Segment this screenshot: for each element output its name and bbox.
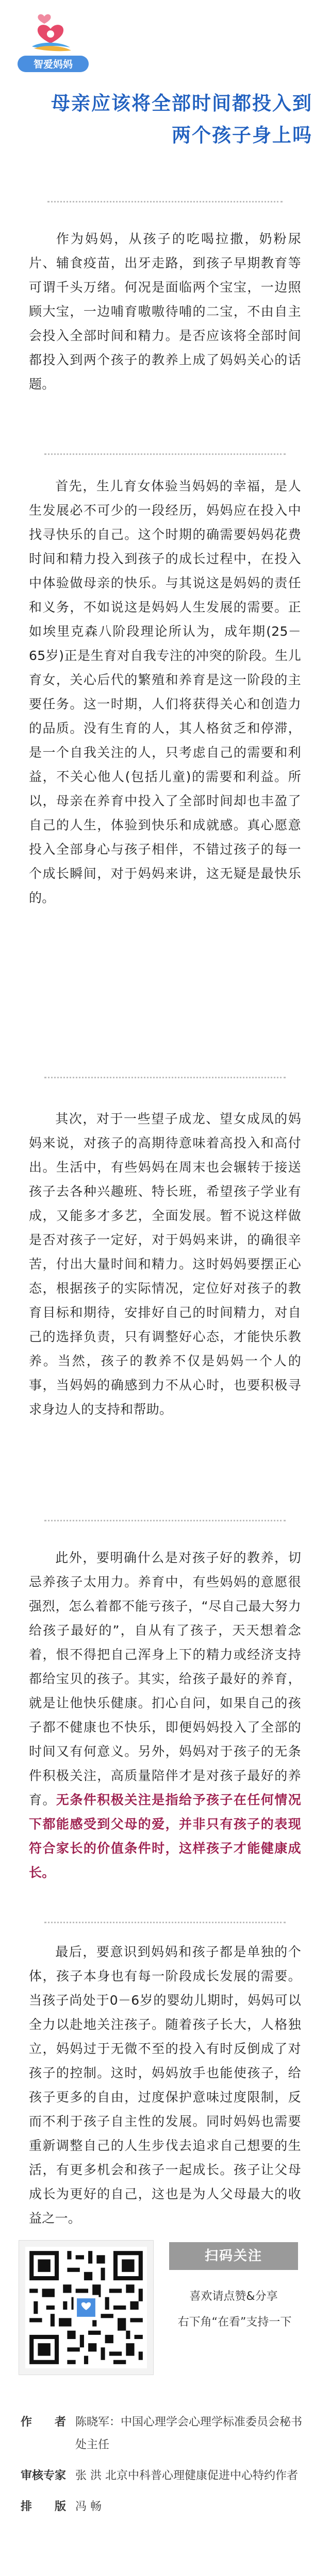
- emphasis-text: 无条件积极关注是指给予孩子在任何情况下都能感受到父母的爱，并非只有孩子的表现符合家长的价值条件时，这样孩子才能健康成长。: [29, 1792, 301, 1880]
- paragraph-text: 其次，对于一些望子成龙、望女成凤的妈妈来说，对孩子的高期待意味着高投入和高付出。生活中，有些妈妈在周末也会辗转于接送孩子去各种兴趣班、特长班，希望孩子学业有成，又能多才多艺，全面发展。暂不说这样做是否对孩子一定好，对于妈妈来讲，的确很辛苦，付出大量时间和精力。这时妈妈要摆正心态，根据孩子的实际情况，定位好对孩子的教育目标和期待，安排好自己的时间精力，对自己的选择负责，只有调整好心态，才能快乐教养。当然，孩子的教养不仅是妈妈一个人的事，当妈妈的确感到力不从心时，也要积极寻求身边人的支持和帮助。: [29, 1111, 301, 1417]
- credit-author: [21, 2411, 309, 2456]
- header: [0, 0, 330, 165]
- paragraph-4: [29, 1546, 301, 1885]
- divider-dots: [47, 201, 283, 204]
- paragraph-5: [29, 1940, 301, 2230]
- follow-tag: 扫码关注: [169, 2242, 298, 2270]
- credit-label: 排 版: [21, 2500, 66, 2513]
- credit-value: 陈晓军：中国心理学会心理学标准委员会秘书处主任: [75, 2416, 303, 2451]
- follow-like-share: 喜欢请点赞&分享: [189, 2290, 278, 2303]
- credit-layout: [21, 2496, 309, 2518]
- credit-label: 作 者: [21, 2416, 66, 2429]
- qr-code[interactable]: [19, 2240, 154, 2375]
- paragraph-text: 首先，生儿育女体验当妈妈的幸福，是人生发展必不可少的一段经历，妈妈应在投入中找寻快乐的自己。这个时期的确需要妈妈花费时间和精力投入到孩子的成长过程中，在投入中体验做母亲的快乐。与其说这是妈妈的责任和义务，不如说这是妈妈人生发展的需要。正如埃里克森八阶段理论所认为，成年期(25－65岁)正是生育对自我专注的冲突的阶段。生儿育女，关心后代的繁殖和养育是这一阶段的主要任务。这一时期，人们将获得关心和创造力的品质。没有生育的人，其人格贫乏和停滞，是一个自我关注的人，只考虑自己的需要和利益，不关心他人(包括儿童)的需要和利益。所以，母亲在养育中投入了全部时间却也丰盈了自己的人生，体验到快乐和成就感。真心愿意投入全部身心与孩子相伴，不错过孩子的每一个成长瞬间，对于妈妈来讲，这无疑是最快乐的。: [29, 479, 301, 905]
- paragraph-2: [29, 474, 301, 910]
- credits: [21, 2411, 309, 2518]
- qr-code-icon: [25, 2247, 147, 2368]
- divider-dots: [44, 453, 286, 456]
- paragraph-text: 作为妈妈，从孩子的吃喝拉撒，奶粉尿片、辅食疫苗，出牙走路，到孩子早期教育等可谓千头万绪。何况是面临两个宝宝，一边照顾大宝，一边哺育嗷嗷待哺的二宝，不由自主会投入全部时间和精力。是否应该将全部时间都投入到两个孩子的教养上成了妈妈关心的话题。: [29, 231, 301, 392]
- divider-dots: [44, 1077, 286, 1079]
- paragraph-text: 此外，要明确什么是对孩子好的教养，切忌养孩子太用力。养育中，有些妈妈的意愿很强烈，怎么着都不能亏孩子，“尽自己最大努力给孩子最好的”，自从有了孩子，天天想着念着，恨不得把自己浑身上下的精力或经济支持都给宝贝的孩子。其实，给孩子最好的养育，就是让他快乐健康。扪心自问，如果自己的孩子都不健康也不快乐，即便妈妈投入了全部的时间又有何意义。另外，妈妈对于孩子的无条件积极关注，高质量陪伴才是对孩子最好的养育。: [29, 1550, 301, 1807]
- article-title: 母亲应该将全部时间都投入到两个孩子身上吗: [51, 92, 312, 146]
- paragraph-3: [29, 1107, 301, 1421]
- paragraph-1: [29, 227, 301, 396]
- paragraph-text: 最后，要意识到妈妈和孩子都是单独的个体，孩子本身也有每一阶段成长发展的需要。当孩子尚处于0－6岁的婴幼儿期时，妈妈可以全力以赴地关注孩子。随着孩子长大，人格独立，妈妈过于无微不至的投入有时反倒成了对孩子的控制。这时，妈妈放手也能使孩子，给孩子更多的自由，过度保护意味过度限制，反而不利于孩子自主性的发展。同时妈妈也需要重新调整自己的人生步伐去追求自己想要的生活，有更多机会和孩子一起成长。孩子让父母成长为更好的自己，这也是为人父母最大的收益之一。: [29, 1944, 301, 2226]
- credit-label: 审核专家: [21, 2469, 67, 2482]
- credit-value: 冯 畅: [75, 2500, 102, 2513]
- divider-dots: [44, 1520, 286, 1522]
- logo-text: 智爱妈妈: [33, 59, 73, 70]
- credit-value: 张 洪 北京中科普心理健康促进中心特约作者: [75, 2469, 298, 2482]
- brand-logo: [14, 10, 92, 75]
- follow-watching: 右下角“在看”支持一下: [177, 2316, 292, 2329]
- credit-reviewer: [21, 2465, 309, 2487]
- divider-dots: [44, 1922, 286, 1924]
